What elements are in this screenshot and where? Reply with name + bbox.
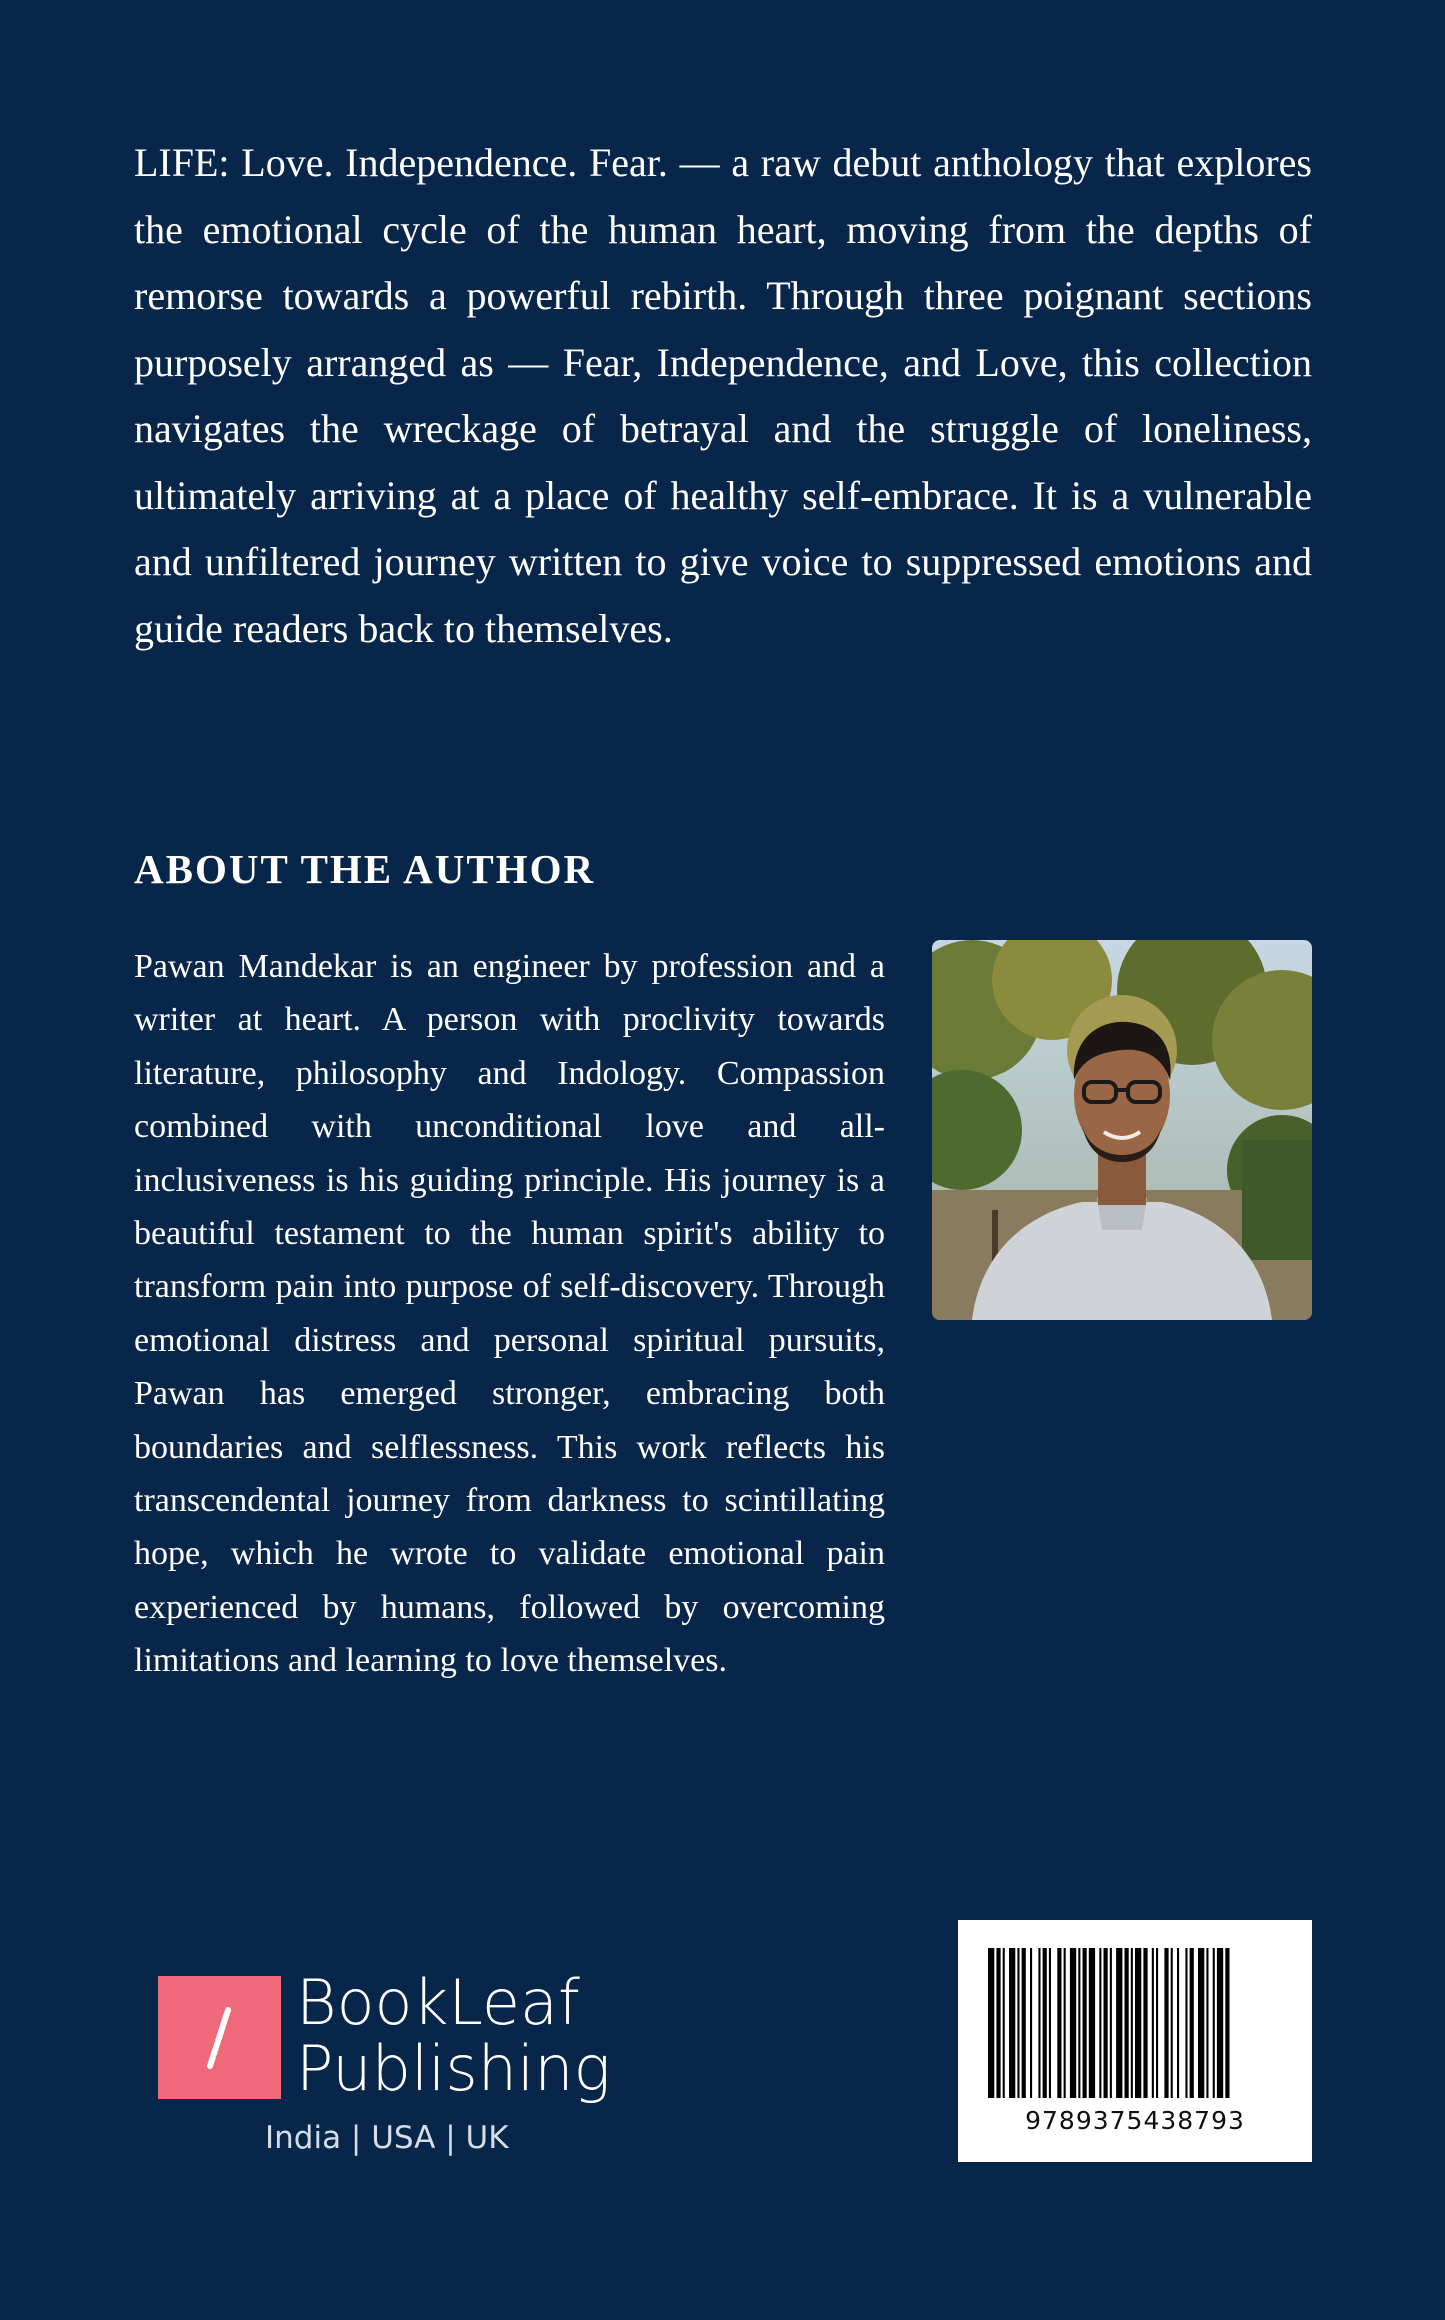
- isbn-number: 9789375438793: [1025, 2106, 1245, 2135]
- about-author-heading: ABOUT THE AUTHOR: [134, 846, 596, 892]
- barcode-bar: [1206, 1948, 1208, 2098]
- barcode-bars: [988, 1948, 1282, 2098]
- barcode-bar: [1217, 1948, 1223, 2098]
- barcode-bar: [1164, 1948, 1168, 2098]
- barcode-bar: [1135, 1948, 1141, 2098]
- publisher-name-line1: BookLeaf: [296, 1966, 580, 2039]
- barcode-bar: [1110, 1948, 1112, 2098]
- publisher-logo-mark: [158, 1976, 281, 2099]
- barcode-bar: [1003, 1948, 1005, 2098]
- barcode-bar: [1125, 1948, 1129, 2098]
- barcode-bar: [1038, 1948, 1040, 2098]
- barcode-bar: [1190, 1948, 1194, 2098]
- barcode-bar: [996, 1948, 1000, 2098]
- barcode-bar: [1064, 1948, 1066, 2098]
- publisher-name: [296, 1966, 611, 2105]
- barcode-bar: [988, 1948, 994, 2098]
- book-blurb: LIFE: Love. Independence. Fear. — a raw debut anthology that explores the emotional cycle of the human heart, moving from the depths of remorse towards a powerful rebirth. Through three poignant sections purposely arranged as — Fear, Independence, and Love, this collection navigates the wreckage of betrayal and the struggle of loneliness, ultimately arriving at a place of healthy self-embrace. It is a vulnerable and unfiltered journey written to give voice to suppressed emotions and guide readers back to themselves.: [134, 140, 1312, 651]
- barcode-bar: [1099, 1948, 1101, 2098]
- barcode-bar: [1116, 1948, 1122, 2098]
- publisher-name-line2: Publishing: [296, 2032, 611, 2105]
- barcode-bar: [1017, 1948, 1019, 2098]
- barcode-bar: [1049, 1948, 1051, 2098]
- publisher-regions: India | USA | UK: [265, 2120, 509, 2156]
- barcode-bar: [1104, 1948, 1108, 2098]
- barcode-bar: [1185, 1948, 1187, 2098]
- barcode-bar: [1089, 1948, 1095, 2098]
- barcode-bar: [1022, 1948, 1026, 2098]
- barcode-bar: [1198, 1948, 1204, 2098]
- barcode-bar: [1213, 1948, 1215, 2098]
- isbn-barcode: [958, 1920, 1312, 2162]
- barcode-bar: [1078, 1948, 1080, 2098]
- barcode-bar: [1083, 1948, 1087, 2098]
- barcode-bar: [1030, 1948, 1032, 2098]
- barcode-bar: [1009, 1948, 1015, 2098]
- barcode-bar: [1156, 1948, 1158, 2098]
- barcode-bar: [1070, 1948, 1076, 2098]
- barcode-bar: [1143, 1948, 1147, 2098]
- barcode-bar: [1043, 1948, 1047, 2098]
- barcode-bar: [1131, 1948, 1133, 2098]
- barcode-bar: [1057, 1948, 1061, 2098]
- barcode-bar: [1225, 1948, 1229, 2098]
- barcode-bar: [1171, 1948, 1173, 2098]
- barcode-bar: [1177, 1948, 1179, 2098]
- author-bio: Pawan Mandekar is an engineer by profession and a writer at heart. A person with proclivity towards literature, philosophy and Indology. Compassion combined with unconditional love and all-inclusiveness is his guiding principle. His journey is a beautiful testament to the human spirit's ability to transform pain into purpose of self-discovery. Through emotional distress and personal spiritual pursuits, Pawan has emerged stronger, embracing both boundaries and selflessness. This work reflects his transcendental journey from darkness to scintillating hope, which he wrote to validate emotional pain experienced by humans, followed by overcoming limitations and learning to love themselves.: [134, 948, 885, 1680]
- author-photo: [932, 940, 1312, 1320]
- barcode-bar: [1152, 1948, 1154, 2098]
- publisher-logo: [158, 1966, 618, 2170]
